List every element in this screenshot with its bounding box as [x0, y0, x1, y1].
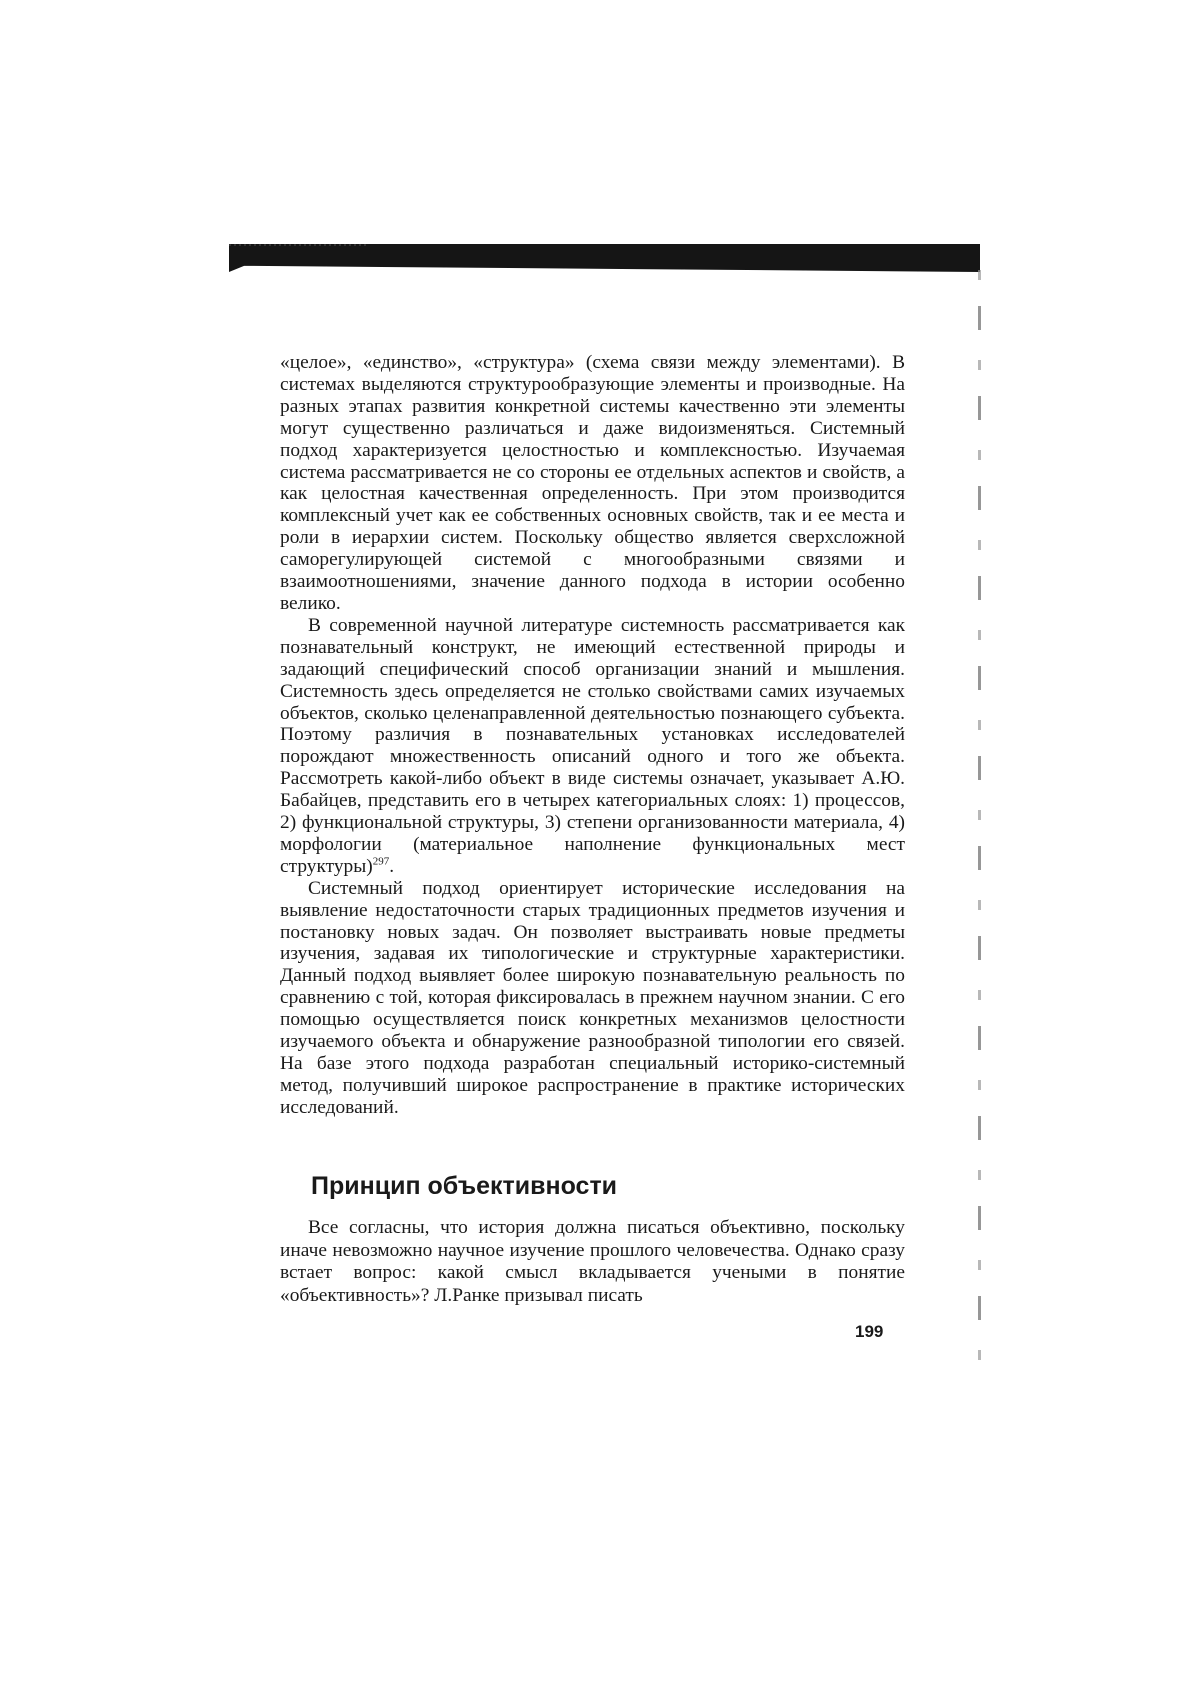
paragraph-2 — [280, 615, 905, 878]
footnote-ref: 297 — [372, 855, 390, 868]
paragraph-1: «целое», «единство», «структура» (схема связи между элементами). В системах выделяются структурообразующие элементы и производные. На разных этапах развития конкретной системы качественно эти элементы могут существенно различаться и даже видоизменяться. Системный подход характеризуется целостностью и комплексностью. Изучаемая система рассматривается не со стороны ее отдельных аспектов и свойств, а как целостная качественная определенность. При этом производится комплексный учет как ее собственных основных свойств, так и ее места и роли в иерархии систем. Поскольку общество является сверхсложной саморегулирующей системой с многообразными связями и взаимоотношениями, значение данного подхода в истории особенно велико. — [280, 352, 905, 614]
paragraph-2-text: В современной научной литературе системность рассматривается как познавательный конструкт, не имеющий естественной природы и задающий специфический способ организации знаний и мышления. Системность здесь определяется не столько свойствами самих изучаемых объектов, сколько целенаправленной деятельностью познающего субъекта. Поэтому различия в познавательных установках исследователей порождают множественность описаний одного и того же объекта. Рассмотреть какой-либо объект в виде системы означает, указывает А.Ю. Бабайцев, представить его в четырех категориальных слоях: 1) процессов, 2) функциональной структуры, 3) степени организованности материала, 4) морфологии (материальное наполнение функциональных мест структуры) — [280, 614, 905, 877]
body-text — [280, 352, 905, 1119]
section-heading: Принцип объективности — [311, 1172, 618, 1200]
scan-margin-artifact — [978, 270, 981, 1380]
running-header-bar — [229, 244, 980, 272]
page-number: 199 — [855, 1322, 884, 1341]
section-text — [280, 1217, 905, 1307]
section-paragraph: Все согласны, что история должна писаться объективно, поскольку иначе невозможно научное изучение прошлого человечества. Однако сразу встает вопрос: какой смысл вкладывается учеными в понятие «объективность»? Л.Ранке призывал писать — [280, 1217, 905, 1306]
paragraph-2-tail: . — [389, 855, 395, 877]
paragraph-3: Системный подход ориентирует исторические исследования на выявление недостаточности старых традиционных предметов изучения и постановку новых задач. Он позволяет выстраивать новые предметы изучения, задавая их типологические и структурные характеристики. Данный подход выявляет более широкую познавательную реальность по сравнению с той, которая фиксировалась в прежнем научном знании. С его помощью осуществляется поиск конкретных механизмов целостности изучаемого объекта и обнаружение разнообразной типологии его связей. На базе этого подхода разработан специальный историко-системный метод, получивший широкое распространение в практике исторических исследований. — [280, 877, 905, 1118]
